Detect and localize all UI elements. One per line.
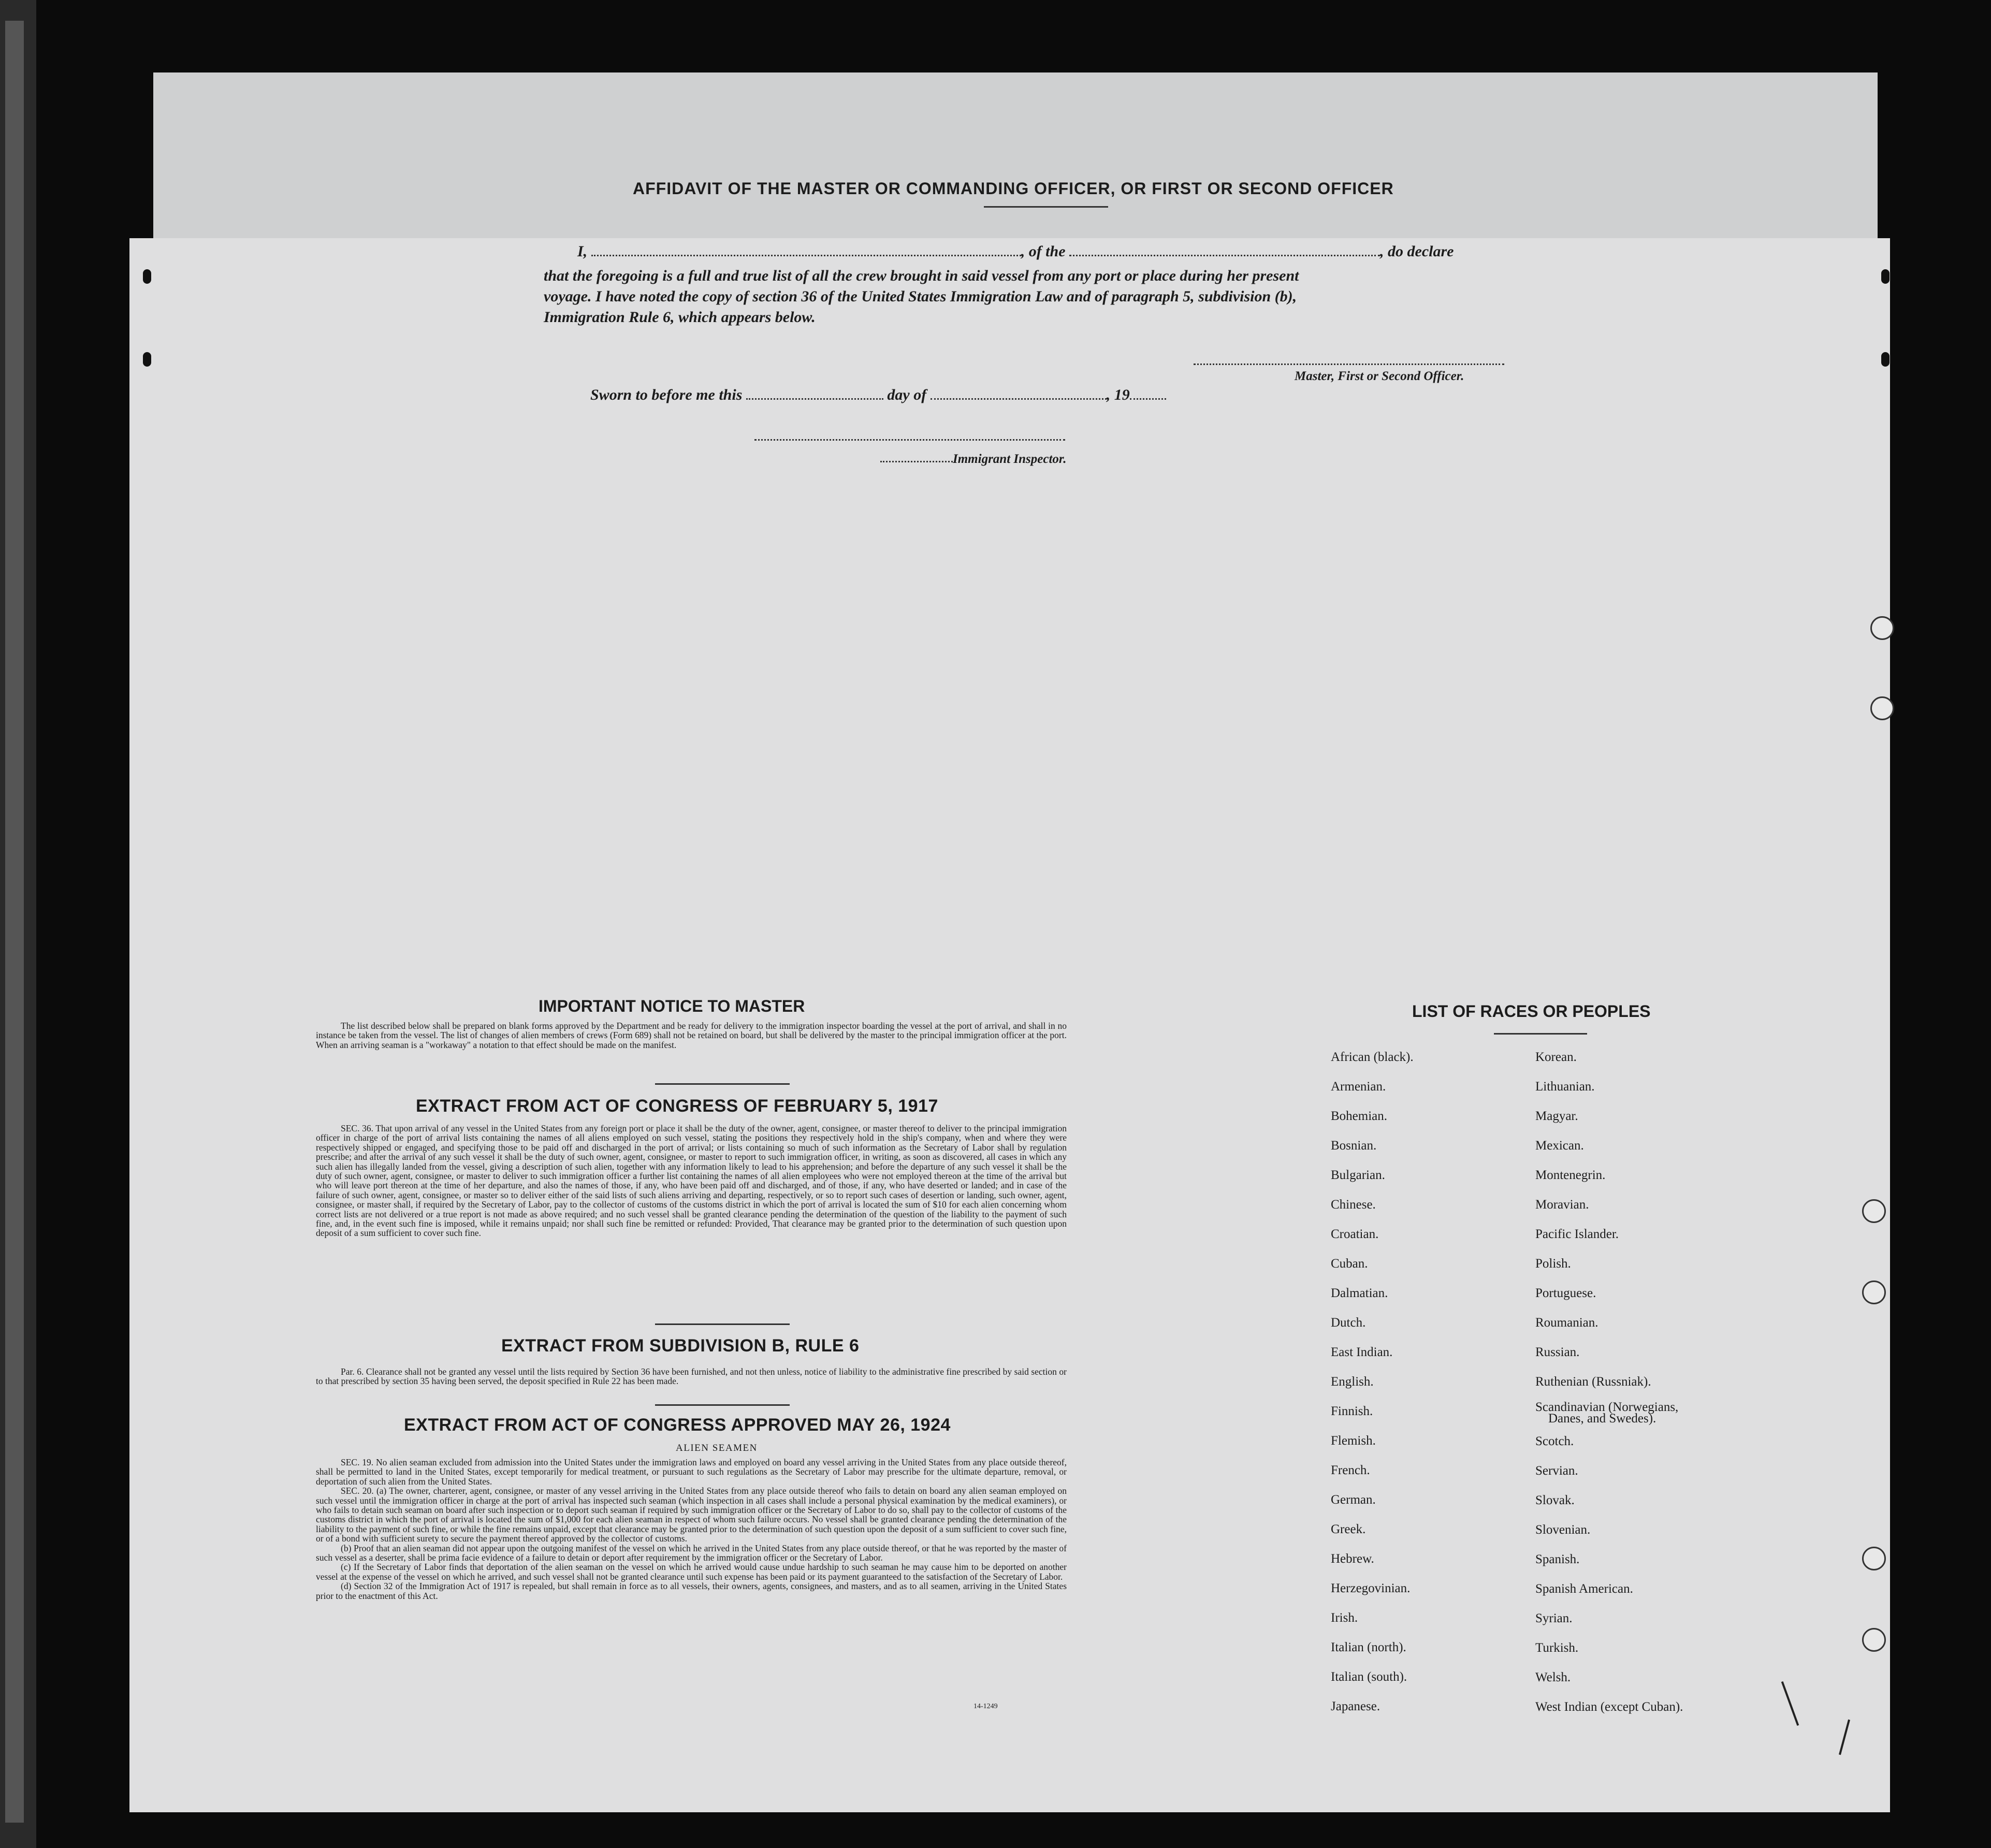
race-item: Scotch.	[1535, 1434, 1574, 1448]
notice-title: IMPORTANT NOTICE TO MASTER	[539, 997, 805, 1015]
sec-20c-paragraph: (c) If the Secretary of Labor finds that deportation of the alien seaman on the vessel on which he arrived would cause undue hardship to such seaman he may cause him to be deported on another vessel at the expense of the vessel on which he arrived, and such vessel shall not be granted clearance until such expense has been paid or its payment guaranteed to the satisfaction of the Secretary of Labor.	[316, 1562, 1067, 1582]
race-item: Russian.	[1535, 1345, 1580, 1359]
notice-paragraph: The list described below shall be prepared on blank forms approved by the Department and be ready for delivery to the immigration inspector boarding the vessel at the port of arrival, and shall in no instance be taken from the vessel. The list of changes of alien members of crews (Form 689) shall not be retained on board, but shall be delivered by the master to the principal immigration officer at the port. When an arriving seaman is a "workaway" a notation to that effect should be made on the manifest.	[316, 1021, 1067, 1050]
affidavit-line-3: voyage. I have noted the copy of section 36 of the United States Immigration Law and of paragraph 5, subdivision (b),	[544, 288, 1297, 305]
film-edge-bar	[5, 21, 24, 1823]
race-item: African (black).	[1331, 1050, 1414, 1064]
film-edge	[0, 0, 36, 1848]
extract-1917-rule	[655, 1323, 790, 1325]
race-item: Pacific Islander.	[1535, 1227, 1619, 1241]
notice-rule	[655, 1083, 790, 1085]
inspector-signature-line-2	[880, 461, 953, 462]
binder-hole	[1870, 696, 1894, 720]
race-item: Dalmatian.	[1331, 1286, 1388, 1300]
race-item: Scandinavian (Norwegians,	[1535, 1400, 1679, 1414]
race-item: Italian (north).	[1331, 1640, 1406, 1654]
race-item: Polish.	[1535, 1257, 1571, 1271]
sworn-label: Sworn to before me this	[590, 386, 743, 403]
binder-hole	[1870, 616, 1894, 640]
race-item: East Indian.	[1331, 1345, 1393, 1359]
affidavit-line-4: Immigration Rule 6, which appears below.	[544, 309, 816, 326]
race-item: Ruthenian (Russniak).	[1535, 1375, 1651, 1389]
extract-1917-text	[316, 1124, 1067, 1238]
race-item: Japanese.	[1331, 1699, 1380, 1713]
race-item: Danes, and Swedes).	[1548, 1412, 1656, 1425]
race-item: Roumanian.	[1535, 1316, 1598, 1330]
race-item: West Indian (except Cuban).	[1535, 1700, 1683, 1714]
day-of-label: day of	[887, 386, 927, 403]
sec-19-paragraph: SEC. 19. No alien seaman excluded from admission into the United States under the immigration laws and employed on board any vessel arriving in the United States from any place outside thereof, shall be permitted to land in the United States, except temporarily for medical treatment, or pursuant to such regulations as the Secretary of Labor may prescribe for the ultimate departure, removal, or deportation of such alien from the United States.	[316, 1457, 1067, 1487]
race-item: Lithuanian.	[1535, 1080, 1595, 1094]
binder-hole	[1862, 1199, 1886, 1223]
race-item: Bulgarian.	[1331, 1168, 1385, 1182]
of-the-label: , of the	[1021, 243, 1066, 260]
races-rule	[1494, 1033, 1587, 1035]
race-item: Korean.	[1535, 1050, 1577, 1064]
race-item: Flemish.	[1331, 1434, 1376, 1448]
affidavit-line-2: that the foregoing is a full and true list of all the crew brought in said vessel from any port or place during her present	[544, 267, 1299, 284]
sec-36-paragraph: SEC. 36. That upon arrival of any vessel in the United States from any foreign port or place it shall be the duty of the owner, agent, consignee, or master thereof to deliver to the principal immigration officer in charge of the port of arrival lists containing the names of all aliens employed on such vessel, stating the positions they respectively hold in the ship's company, when and where they were respectively shipped or engaged, and specifying those to be paid off and discharged in the port of arrival; or lists containing so much of such information as the Secretary of Labor shall by regulation prescribe; and after the arrival of any such vessel it shall be the duty of such owner, agent, consignee, or master to report to such immigration officer, in writing, as soon as discovered, all cases in which any such alien has illegally landed from the vessel, giving a description of such alien, together with any information likely to lead to his apprehension; and before the departure of any such vessel it shall be the duty of such owner, agent, consignee, or master to deliver to such immigration officer a further list containing the names of all alien employees who were not employed thereon at the time of the arrival but who will leave port thereon at the time of her departure, and also the names of those, if any, who have been paid off and discharged, and of those, if any, who have deserted or landed; and in case of the failure of such owner, agent, consignee, or master so to deliver either of the said lists of such aliens arriving and departing, respectively, or so to report such cases of desertion or landing, such owner, agent, consignee, or master shall, if required by the Secretary of Labor, pay to the collector of customs of the customs district in which the port of arrival is located the sum of $10 for each alien concerning whom correct lists are not delivered or a true report is not made as above required; and no such vessel shall be granted clearance pending the determination of the question of the liability to the payment of such fine, and, in the event such fine is imposed, while it remains unpaid; nor shall such fine be remitted or refunded: Provided, That clearance may be granted prior to the determination of such question upon deposit of a sum sufficient to cover such fine.	[316, 1123, 1067, 1239]
race-item: English.	[1331, 1375, 1374, 1389]
punch-dot	[1881, 269, 1890, 284]
punch-dot	[1881, 352, 1890, 367]
master-signature-label: Master, First or Second Officer.	[1295, 369, 1464, 383]
binder-hole	[1862, 1547, 1886, 1570]
race-item: Finnish.	[1331, 1404, 1373, 1418]
i-label: I,	[577, 243, 588, 260]
alien-seamen-subtitle: ALIEN SEAMEN	[676, 1443, 758, 1453]
sworn-month-field[interactable]	[931, 398, 1107, 400]
race-item: Mexican.	[1535, 1139, 1584, 1153]
race-item: Dutch.	[1331, 1316, 1366, 1330]
race-item: Slovenian.	[1535, 1523, 1591, 1537]
extract-rule6-text	[316, 1367, 1067, 1386]
race-item: Magyar.	[1535, 1109, 1578, 1123]
race-item: Bohemian.	[1331, 1109, 1388, 1123]
race-item: Welsh.	[1535, 1670, 1571, 1684]
notice-text	[316, 1021, 1067, 1050]
race-item: Bosnian.	[1331, 1139, 1377, 1153]
race-item: Herzegovinian.	[1331, 1581, 1411, 1595]
race-item: Chinese.	[1331, 1198, 1376, 1212]
race-item: Syrian.	[1535, 1611, 1573, 1625]
race-item: French.	[1331, 1463, 1370, 1477]
master-signature-line[interactable]	[1194, 363, 1504, 365]
extract-rule6-rule	[655, 1404, 790, 1406]
vessel-field[interactable]	[1069, 255, 1380, 256]
affidavit-rule	[984, 206, 1108, 208]
sworn-line	[590, 386, 1166, 404]
race-item: Hebrew.	[1331, 1552, 1374, 1566]
race-item: Turkish.	[1535, 1641, 1579, 1655]
race-item: Moravian.	[1535, 1198, 1589, 1212]
inspector-signature-line[interactable]	[754, 439, 1065, 441]
race-item: Italian (south).	[1331, 1670, 1407, 1684]
race-item: Spanish American.	[1535, 1582, 1633, 1596]
races-title: LIST OF RACES OR PEOPLES	[1412, 1002, 1651, 1021]
punch-dot	[143, 352, 151, 367]
extract-1924-text	[316, 1458, 1067, 1600]
par-6-paragraph: Par. 6. Clearance shall not be granted any vessel until the lists required by Section 36 have been furnished, and not then unless, notice of liability to the administrative fine prescribed by said section or to that prescribed by section 35 having been served, the deposit specified in Rule 22 has been made.	[316, 1366, 1067, 1387]
binder-hole	[1862, 1628, 1886, 1652]
name-field[interactable]	[591, 255, 1021, 256]
do-declare-label: , do declare	[1380, 243, 1454, 260]
race-item: Spanish.	[1535, 1552, 1580, 1566]
extract-rule6-title: EXTRACT FROM SUBDIVISION B, RULE 6	[501, 1336, 860, 1356]
punch-dot	[143, 269, 151, 284]
extract-1917-title: EXTRACT FROM ACT OF CONGRESS OF FEBRUARY 5, 1917	[416, 1096, 938, 1116]
binder-hole	[1862, 1280, 1886, 1304]
inspector-label: Immigrant Inspector.	[953, 452, 1067, 466]
race-item: Montenegrin.	[1535, 1168, 1606, 1182]
year-label: , 19	[1106, 386, 1130, 403]
affidavit-line-1	[577, 242, 1525, 261]
race-item: Slovak.	[1535, 1493, 1575, 1507]
sworn-year-field[interactable]	[1130, 398, 1166, 400]
race-item: Portuguese.	[1535, 1286, 1596, 1300]
form-number: 14-1249	[973, 1703, 998, 1710]
race-item: Greek.	[1331, 1522, 1366, 1536]
race-item: Irish.	[1331, 1611, 1358, 1625]
sworn-day-field[interactable]	[746, 398, 883, 400]
race-item: German.	[1331, 1493, 1376, 1507]
sec-20d-paragraph: (d) Section 32 of the Immigration Act of 1917 is repealed, but shall remain in force as to all vessels, their owners, agents, consignees, and masters, and as to all seamen, arriving in the United States prior to the enactment of this Act.	[316, 1581, 1067, 1601]
race-item: Armenian.	[1331, 1080, 1386, 1094]
sec-20b-paragraph: (b) Proof that an alien seaman did not appear upon the outgoing manifest of the vessel on which he arrived in the United States from any place outside thereof, or that he was reported by the master of such vessel as a deserter, shall be prima facie evidence of a failure to detain or deport after requirement by the immigration officer or the Secretary of Labor.	[316, 1543, 1067, 1563]
sec-20a-paragraph: SEC. 20. (a) The owner, charterer, agent, consignee, or master of any vessel arriving in the United States from any place outside thereof who fails to detain on board any alien seaman employed on such vessel until the immigration officer in charge at the port of arrival has inspected such seaman (which inspection in all cases shall include a personal physical examination by the medical examiners), or who fails to detain such seaman on board after such inspection or to deport such seaman if required by such immigration officer or the Secretary of Labor to do so, shall pay to the collector of customs of the customs district in which the port of arrival is located the sum of $1,000 for each alien seaman in respect of whom such failure occurs. No vessel shall be granted clearance pending the determination of the liability to the payment of such fine, or while the fine remains unpaid, except that clearance may be granted prior to the determination of such question upon the deposit of a sum sufficient to cover such fine, or of a bond with sufficient surety to secure the payment thereof approved by the collector of customs.	[316, 1486, 1067, 1544]
race-item: Croatian.	[1331, 1227, 1379, 1241]
race-item: Servian.	[1535, 1464, 1578, 1478]
extract-1924-title: EXTRACT FROM ACT OF CONGRESS APPROVED MAY 26, 1924	[404, 1415, 951, 1435]
race-item: Cuban.	[1331, 1257, 1368, 1271]
affidavit-title: AFFIDAVIT OF THE MASTER OR COMMANDING OFFICER, OR FIRST OR SECOND OFFICER	[633, 179, 1394, 198]
